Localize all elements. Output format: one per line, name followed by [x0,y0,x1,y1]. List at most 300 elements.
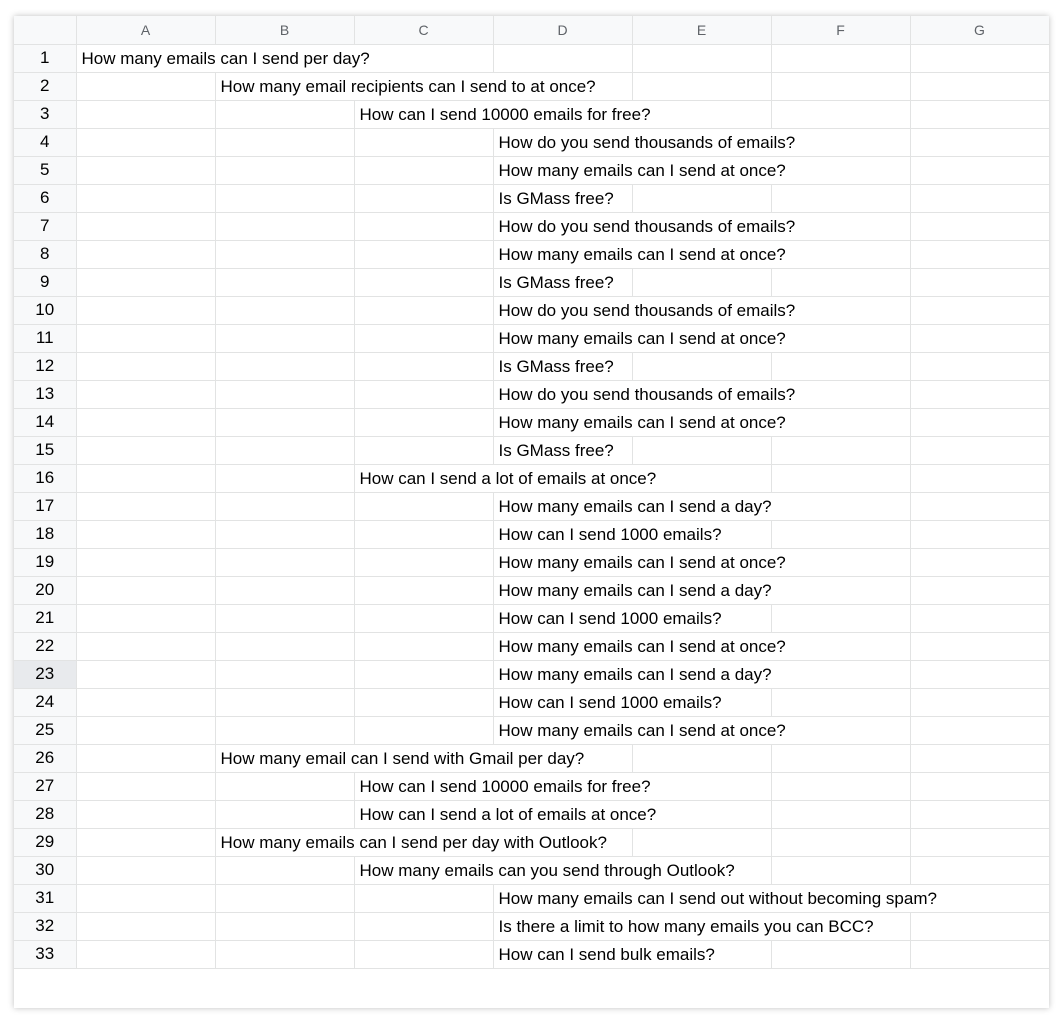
cell-a18[interactable] [76,520,215,548]
select-all-corner[interactable] [14,16,76,44]
cell-b10[interactable] [215,296,354,324]
cell-c17[interactable] [354,492,493,520]
cell-d25[interactable] [493,716,786,744]
cell-g32[interactable] [910,912,1049,940]
cell-g3[interactable] [910,100,1049,128]
cell-e3[interactable] [632,100,771,128]
cell-table [14,16,1049,969]
cell-f6[interactable] [771,184,910,212]
table-row [14,240,1049,268]
row-header[interactable]: 2 [14,72,76,100]
cell-b13[interactable] [215,380,354,408]
cell-text: How many emails can I send at once? [498,636,786,656]
cell-b12[interactable] [215,352,354,380]
cell-text: How many email can I send with Gmail per day? [220,748,585,768]
cell-text: How many emails can I send at once? [498,328,786,348]
cell-text: How many email recipients can I send to at once? [220,76,596,96]
row-header[interactable]: 32 [14,912,76,940]
cell-a13[interactable] [76,380,215,408]
cell-c3[interactable] [354,100,651,128]
cell-b3[interactable] [215,100,354,128]
cell-a11[interactable] [76,324,215,352]
cell-g27[interactable] [910,772,1049,800]
cell-c27[interactable] [354,772,651,800]
cell-f16[interactable] [771,464,910,492]
cell-f15[interactable] [771,436,910,464]
cell-b21[interactable] [215,604,354,632]
table-row [14,128,1049,156]
cell-g23[interactable] [910,660,1049,688]
row-header[interactable]: 17 [14,492,76,520]
cell-d23[interactable] [493,660,772,688]
column-header-d[interactable]: D [493,16,632,44]
row-header[interactable]: 21 [14,604,76,632]
row-header[interactable]: 18 [14,520,76,548]
table-row [14,296,1049,324]
table-row [14,352,1049,380]
cell-g21[interactable] [910,604,1049,632]
cell-g16[interactable] [910,464,1049,492]
row-header[interactable]: 23 [14,660,76,688]
cell-f2[interactable] [771,72,910,100]
cell-c1[interactable] [354,44,493,72]
cell-text: Is GMass free? [498,440,614,460]
cell-b27[interactable] [215,772,354,800]
cell-c31[interactable] [354,884,493,912]
cell-g30[interactable] [910,856,1049,884]
cell-g20[interactable] [910,576,1049,604]
cell-e12[interactable] [632,352,771,380]
cell-text: How can I send 10000 emails for free? [359,104,651,124]
cell-f19[interactable] [771,548,910,576]
cell-b32[interactable] [215,912,354,940]
cell-g17[interactable] [910,492,1049,520]
cell-a31[interactable] [76,884,215,912]
cell-a6[interactable] [76,184,215,212]
table-row [14,940,1049,968]
cell-d1[interactable] [493,44,632,72]
column-header-e[interactable]: E [632,16,771,44]
table-row [14,268,1049,296]
cell-text: Is GMass free? [498,272,614,292]
cell-g11[interactable] [910,324,1049,352]
cell-f8[interactable] [771,240,910,268]
table-row [14,800,1049,828]
cell-a33[interactable] [76,940,215,968]
cell-text: How many emails can I send a day? [498,580,772,600]
cell-a1[interactable] [76,44,370,72]
cell-a29[interactable] [76,828,215,856]
cell-f27[interactable] [771,772,910,800]
table-row [14,604,1049,632]
cell-b8[interactable] [215,240,354,268]
cell-e9[interactable] [632,268,771,296]
cell-c30[interactable] [354,856,735,884]
cell-b28[interactable] [215,800,354,828]
cell-c5[interactable] [354,156,493,184]
cell-c14[interactable] [354,408,493,436]
cell-b18[interactable] [215,520,354,548]
row-header[interactable]: 31 [14,884,76,912]
cell-g13[interactable] [910,380,1049,408]
cell-e1[interactable] [632,44,771,72]
cell-b15[interactable] [215,436,354,464]
cell-f29[interactable] [771,828,910,856]
cell-text: How many emails can I send at once? [498,412,786,432]
cell-c21[interactable] [354,604,493,632]
table-row [14,548,1049,576]
cell-a9[interactable] [76,268,215,296]
cell-a22[interactable] [76,632,215,660]
cell-g1[interactable] [910,44,1049,72]
cell-d31[interactable] [493,884,937,912]
cell-d9[interactable] [493,268,632,296]
cell-a8[interactable] [76,240,215,268]
cell-text: How do you send thousands of emails? [498,384,796,404]
cell-g25[interactable] [910,716,1049,744]
cell-g19[interactable] [910,548,1049,576]
cell-text: How do you send thousands of emails? [498,216,796,236]
cell-a3[interactable] [76,100,215,128]
cell-f14[interactable] [771,408,910,436]
column-header-f[interactable]: F [771,16,910,44]
row-header[interactable]: 6 [14,184,76,212]
cell-b30[interactable] [215,856,354,884]
cell-a26[interactable] [76,744,215,772]
table-row [14,772,1049,800]
cell-b19[interactable] [215,548,354,576]
cell-c20[interactable] [354,576,493,604]
table-row [14,912,1049,940]
cell-c32[interactable] [354,912,493,940]
cell-a24[interactable] [76,688,215,716]
cell-d10[interactable] [493,296,796,324]
table-row [14,156,1049,184]
cell-c9[interactable] [354,268,493,296]
cell-text: How can I send bulk emails? [498,944,715,964]
cell-d4[interactable] [493,128,796,156]
table-row [14,380,1049,408]
cell-text: How many emails can I send per day? [81,48,370,68]
table-row [14,212,1049,240]
row-header[interactable]: 27 [14,772,76,800]
cell-c11[interactable] [354,324,493,352]
row-header[interactable]: 30 [14,856,76,884]
cell-d19[interactable] [493,548,786,576]
column-header-b[interactable]: B [215,16,354,44]
table-row [14,716,1049,744]
row-header[interactable]: 22 [14,632,76,660]
cell-d21[interactable] [493,604,722,632]
cell-d24[interactable] [493,688,722,716]
cell-c15[interactable] [354,436,493,464]
cell-d11[interactable] [493,324,786,352]
table-row [14,492,1049,520]
cell-g28[interactable] [910,800,1049,828]
cell-text: How many emails can I send a day? [498,496,772,516]
cell-c12[interactable] [354,352,493,380]
cell-text: Is GMass free? [498,188,614,208]
cell-a10[interactable] [76,296,215,324]
cell-text: How can I send 1000 emails? [498,524,722,544]
cell-f11[interactable] [771,324,910,352]
row-header[interactable]: 10 [14,296,76,324]
cell-c4[interactable] [354,128,493,156]
cell-a16[interactable] [76,464,215,492]
cell-a21[interactable] [76,604,215,632]
cell-f33[interactable] [771,940,910,968]
cell-c24[interactable] [354,688,493,716]
cell-f22[interactable] [771,632,910,660]
row-header[interactable]: 11 [14,324,76,352]
cell-a19[interactable] [76,548,215,576]
cell-a28[interactable] [76,800,215,828]
cell-d20[interactable] [493,576,772,604]
row-header[interactable]: 12 [14,352,76,380]
cell-c7[interactable] [354,212,493,240]
cell-text: How do you send thousands of emails? [498,300,796,320]
cell-a2[interactable] [76,72,215,100]
cell-text: Is there a limit to how many emails you can BCC? [498,916,874,936]
cell-e27[interactable] [632,772,771,800]
cell-b14[interactable] [215,408,354,436]
cell-f17[interactable] [771,492,910,520]
cell-c8[interactable] [354,240,493,268]
cell-f24[interactable] [771,688,910,716]
cell-f30[interactable] [771,856,910,884]
cell-f1[interactable] [771,44,910,72]
cell-d13[interactable] [493,380,796,408]
cell-e2[interactable] [632,72,771,100]
cell-a12[interactable] [76,352,215,380]
row-header[interactable]: 7 [14,212,76,240]
table-row [14,184,1049,212]
cell-d6[interactable] [493,184,632,212]
cell-g26[interactable] [910,744,1049,772]
table-row [14,828,1049,856]
cell-f23[interactable] [771,660,910,688]
row-header[interactable]: 14 [14,408,76,436]
cell-a32[interactable] [76,912,215,940]
cell-c23[interactable] [354,660,493,688]
cell-text: How many emails can I send at once? [498,552,786,572]
column-header-a[interactable]: A [76,16,215,44]
row-header[interactable]: 24 [14,688,76,716]
cell-c22[interactable] [354,632,493,660]
cell-e26[interactable] [632,744,771,772]
row-header[interactable]: 8 [14,240,76,268]
table-row [14,44,1049,72]
cell-f9[interactable] [771,268,910,296]
cell-g7[interactable] [910,212,1049,240]
cell-g6[interactable] [910,184,1049,212]
table-row [14,436,1049,464]
cell-a5[interactable] [76,156,215,184]
row-header[interactable]: 28 [14,800,76,828]
cell-f18[interactable] [771,520,910,548]
table-row [14,884,1049,912]
table-row [14,856,1049,884]
row-header[interactable]: 19 [14,548,76,576]
cell-text: How can I send a lot of emails at once? [359,804,657,824]
cell-c19[interactable] [354,548,493,576]
cell-d17[interactable] [493,492,772,520]
row-header[interactable]: 1 [14,44,76,72]
cell-d22[interactable] [493,632,786,660]
cell-g2[interactable] [910,72,1049,100]
cell-b4[interactable] [215,128,354,156]
row-header[interactable]: 16 [14,464,76,492]
cell-d12[interactable] [493,352,632,380]
row-header[interactable]: 29 [14,828,76,856]
column-header-c[interactable]: C [354,16,493,44]
cell-b29[interactable] [215,828,607,856]
cell-g5[interactable] [910,156,1049,184]
cell-g33[interactable] [910,940,1049,968]
cell-g9[interactable] [910,268,1049,296]
cell-b23[interactable] [215,660,354,688]
cell-d33[interactable] [493,940,715,968]
cell-text: How many emails can I send at once? [498,244,786,264]
row-header[interactable]: 5 [14,156,76,184]
cell-text: How many emails can I send per day with Outlook? [220,832,607,852]
cell-b16[interactable] [215,464,354,492]
cell-g10[interactable] [910,296,1049,324]
row-header[interactable]: 26 [14,744,76,772]
cell-g15[interactable] [910,436,1049,464]
table-row [14,520,1049,548]
cell-f5[interactable] [771,156,910,184]
cell-c13[interactable] [354,380,493,408]
table-row [14,72,1049,100]
table-row [14,464,1049,492]
cell-f20[interactable] [771,576,910,604]
cell-d8[interactable] [493,240,786,268]
table-row [14,744,1049,772]
cell-a15[interactable] [76,436,215,464]
cell-a7[interactable] [76,212,215,240]
cell-b26[interactable] [215,744,585,772]
cell-e6[interactable] [632,184,771,212]
cell-c28[interactable] [354,800,657,828]
cell-text: How can I send 1000 emails? [498,692,722,712]
cell-d14[interactable] [493,408,786,436]
cell-b2[interactable] [215,72,596,100]
cell-g14[interactable] [910,408,1049,436]
column-header-row [14,16,1049,44]
row-header[interactable]: 9 [14,268,76,296]
cell-text: How many emails can you send through Outlook? [359,860,735,880]
table-row [14,660,1049,688]
row-header[interactable]: 15 [14,436,76,464]
cell-c18[interactable] [354,520,493,548]
cell-a25[interactable] [76,716,215,744]
cell-g12[interactable] [910,352,1049,380]
cell-b17[interactable] [215,492,354,520]
cell-a17[interactable] [76,492,215,520]
column-header-g[interactable]: G [910,16,1049,44]
cell-b31[interactable] [215,884,354,912]
cell-d18[interactable] [493,520,722,548]
cell-c6[interactable] [354,184,493,212]
cell-a30[interactable] [76,856,215,884]
cell-a23[interactable] [76,660,215,688]
cell-d5[interactable] [493,156,786,184]
cell-b7[interactable] [215,212,354,240]
grid-body [14,44,1049,968]
cell-a14[interactable] [76,408,215,436]
cell-b6[interactable] [215,184,354,212]
cell-d7[interactable] [493,212,796,240]
cell-text: How many emails can I send out without becoming spam? [498,888,937,908]
cell-text: How many emails can I send at once? [498,160,786,180]
cell-f12[interactable] [771,352,910,380]
cell-text: How do you send thousands of emails? [498,132,796,152]
row-header[interactable]: 13 [14,380,76,408]
table-row [14,100,1049,128]
table-row [14,632,1049,660]
cell-b22[interactable] [215,632,354,660]
cell-d15[interactable] [493,436,632,464]
row-header[interactable]: 20 [14,576,76,604]
cell-b5[interactable] [215,156,354,184]
cell-text: Is GMass free? [498,356,614,376]
cell-a27[interactable] [76,772,215,800]
row-header[interactable]: 33 [14,940,76,968]
cell-g29[interactable] [910,828,1049,856]
cell-b25[interactable] [215,716,354,744]
row-header[interactable]: 4 [14,128,76,156]
cell-c10[interactable] [354,296,493,324]
cell-a20[interactable] [76,576,215,604]
cell-f26[interactable] [771,744,910,772]
cell-b24[interactable] [215,688,354,716]
cell-f3[interactable] [771,100,910,128]
table-row [14,576,1049,604]
cell-f28[interactable] [771,800,910,828]
cell-a4[interactable] [76,128,215,156]
cell-text: How many emails can I send a day? [498,664,772,684]
cell-f25[interactable] [771,716,910,744]
cell-e29[interactable] [632,828,771,856]
table-row [14,324,1049,352]
cell-g4[interactable] [910,128,1049,156]
cell-g8[interactable] [910,240,1049,268]
cell-c25[interactable] [354,716,493,744]
table-row [14,688,1049,716]
cell-g18[interactable] [910,520,1049,548]
row-header[interactable]: 25 [14,716,76,744]
cell-b20[interactable] [215,576,354,604]
cell-b11[interactable] [215,324,354,352]
cell-b9[interactable] [215,268,354,296]
spreadsheet-grid [14,16,1049,1008]
cell-text: How many emails can I send at once? [498,720,786,740]
cell-c16[interactable] [354,464,657,492]
cell-text: How can I send a lot of emails at once? [359,468,657,488]
table-row [14,408,1049,436]
row-header[interactable]: 3 [14,100,76,128]
cell-g24[interactable] [910,688,1049,716]
cell-f21[interactable] [771,604,910,632]
cell-text: How can I send 10000 emails for free? [359,776,651,796]
cell-d32[interactable] [493,912,874,940]
cell-c33[interactable] [354,940,493,968]
cell-e15[interactable] [632,436,771,464]
cell-text: How can I send 1000 emails? [498,608,722,628]
cell-b33[interactable] [215,940,354,968]
cell-g22[interactable] [910,632,1049,660]
